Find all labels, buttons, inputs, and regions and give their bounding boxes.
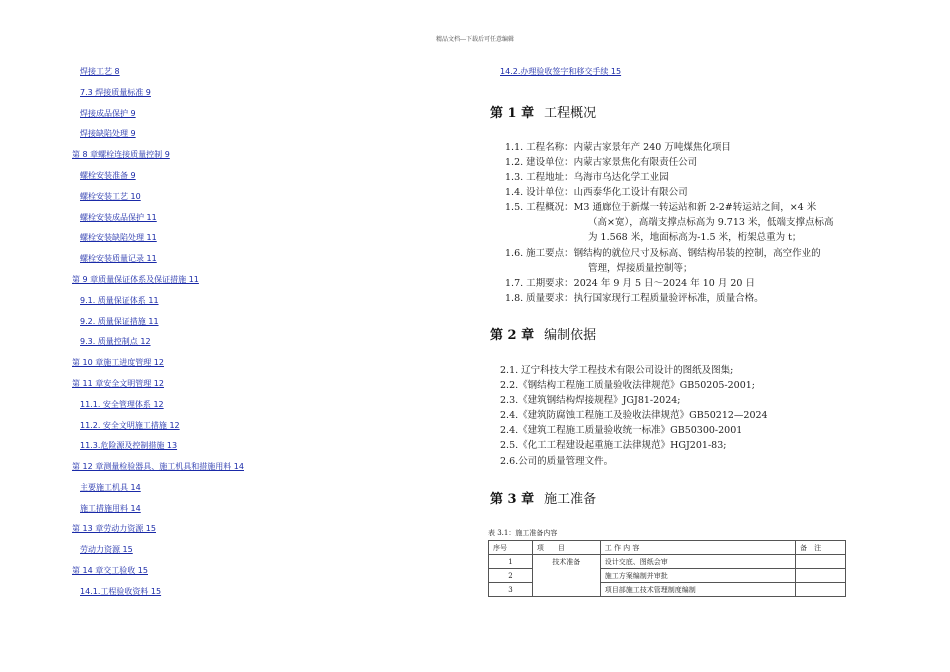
row-note (796, 583, 846, 597)
column-header: 备 注 (796, 541, 846, 555)
row-content: 施工方案编制并审批 (600, 569, 795, 583)
chapter-number: 第 2 章 (490, 328, 535, 343)
column-header: 序号 (489, 541, 533, 555)
table-header-row (489, 541, 846, 555)
chapter-title: 编制依据 (544, 328, 597, 343)
row-number: 1 (489, 555, 533, 569)
column-header: 工 作 内 容 (600, 541, 795, 555)
preparation-table (488, 540, 846, 597)
chapter-1-heading (490, 102, 596, 121)
ch2-item: 2.3.《建筑钢结构焊接规程》JGJ81-2024; (500, 395, 681, 406)
row-content: 项目部施工技术管理制度编制 (600, 583, 795, 597)
toc-link[interactable]: 第 10 章施工进度管理 12 (72, 358, 164, 367)
ch2-item: 2.6.公司的质量管理文件。 (500, 456, 614, 467)
chapter-title: 工程概况 (544, 106, 597, 121)
ch1-item: 1.1. 工程名称：内蒙古家景年产 240 万吨煤焦化项目 (505, 142, 731, 153)
toc-link[interactable]: 第 9 章质量保证体系及保证措施 11 (72, 275, 199, 284)
toc-link[interactable]: 螺栓安装工艺 10 (80, 192, 141, 201)
table-row (489, 555, 846, 569)
toc-link[interactable]: 主要施工机具 14 (80, 483, 141, 492)
toc-link[interactable]: 螺栓安装准备 9 (80, 171, 136, 180)
ch2-item: 2.4.《建筑工程施工质量验收统一标准》GB50300-2001 (500, 425, 743, 436)
toc-link[interactable]: 劳动力资源 15 (80, 545, 133, 554)
chapter-number: 第 3 章 (490, 492, 535, 507)
toc-link[interactable]: 7.3 焊接质量标准 9 (80, 88, 151, 97)
ch1-item: 管理，焊接质量控制等； (588, 263, 693, 274)
chapter-2-heading (490, 324, 596, 343)
toc-link[interactable]: 第 12 章测量检验器具、施工机具和措施用料 14 (72, 462, 244, 471)
toc-link[interactable]: 第 14 章交工验收 15 (72, 566, 148, 575)
toc-link[interactable]: 焊接成品保护 9 (80, 109, 136, 118)
toc-link[interactable]: 14.2.办理验收签字和移交手续 15 (500, 67, 622, 76)
toc-link[interactable]: 第 13 章劳动力资源 15 (72, 524, 156, 533)
ch1-item: 1.8. 质量要求：执行国家现行工程质量验评标准，质量合格。 (505, 293, 764, 304)
toc-link[interactable]: 9.3. 质量控制点 12 (80, 337, 151, 346)
toc-link[interactable]: 焊接工艺 8 (80, 67, 120, 76)
toc-link[interactable]: 9.2. 质量保证措施 11 (80, 317, 159, 326)
toc-link[interactable]: 11.2. 安全文明施工措施 12 (80, 421, 180, 430)
ch2-item: 2.4.《建筑防腐蚀工程施工及验收法律规范》GB50212—2024 (500, 410, 768, 421)
chapter-title: 施工准备 (544, 492, 597, 507)
page-header: 精品文档---下载后可任意编辑 (435, 36, 515, 43)
toc-link[interactable]: 9.1. 质量保证体系 11 (80, 296, 159, 305)
toc-link[interactable]: 焊接缺陷处理 9 (80, 129, 136, 138)
group-cell: 技术准备 (532, 555, 600, 597)
row-number: 3 (489, 583, 533, 597)
ch2-item: 2.2.《钢结构工程施工质量验收法律规范》GB50205-2001; (500, 380, 756, 391)
toc-link[interactable]: 第 11 章安全文明管理 12 (72, 379, 164, 388)
ch1-item: 1.5. 工程概况：M3 通廊位于新煤一转运站和新 2-2#转运站之间，×4 米 (505, 202, 817, 213)
ch2-item: 2.1. 辽宁科技大学工程技术有限公司设计的图纸及图集; (500, 365, 734, 376)
toc-link[interactable]: 11.1. 安全管理体系 12 (80, 400, 164, 409)
ch1-item: 1.3. 工程地址：乌海市乌达化学工业园 (505, 172, 669, 183)
toc-link[interactable]: 第 8 章螺栓连接质量控制 9 (72, 150, 170, 159)
toc-link[interactable]: 14.1.工程验收资料 15 (80, 587, 162, 596)
ch1-item: 1.2. 建设单位：内蒙古家景焦化有限责任公司 (505, 157, 698, 168)
row-note (796, 569, 846, 583)
ch1-item: 为 1.568 米，地面标高为-1.5 米，桁架总重为 t； (588, 232, 802, 243)
row-number: 2 (489, 569, 533, 583)
chapter-number: 第 1 章 (490, 106, 535, 121)
ch1-item: 1.7. 工期要求：2024 年 9 月 5 日～2024 年 10 月 20 日 (505, 278, 755, 289)
ch2-item: 2.5.《化工工程建设起重施工法律规范》HGJ201-83; (500, 440, 727, 451)
row-content: 设计交底、图纸会审 (600, 555, 795, 569)
toc-link[interactable]: 施工措施用料 14 (80, 504, 141, 513)
column-header: 项 目 (532, 541, 600, 555)
table-caption: 表 3.1：施工准备内容 (488, 529, 558, 537)
ch1-item: 1.6. 施工要点：钢结构的就位尺寸及标高、钢结构吊装的控制，高空作业的 (505, 248, 821, 259)
row-note (796, 555, 846, 569)
toc-link[interactable]: 螺栓安装成品保护 11 (80, 213, 157, 222)
toc-link[interactable]: 11.3.危险源及控制措施 13 (80, 441, 178, 450)
toc-link[interactable]: 螺栓安装缺陷处理 11 (80, 233, 157, 242)
toc-link[interactable]: 螺栓安装质量记录 11 (80, 254, 157, 263)
ch1-item: （高×宽），高端支撑点标高为 9.713 米，低端支撑点标高 (588, 217, 834, 228)
chapter-3-heading (490, 488, 596, 507)
ch1-item: 1.4. 设计单位：山西泰华化工设计有限公司 (505, 187, 688, 198)
